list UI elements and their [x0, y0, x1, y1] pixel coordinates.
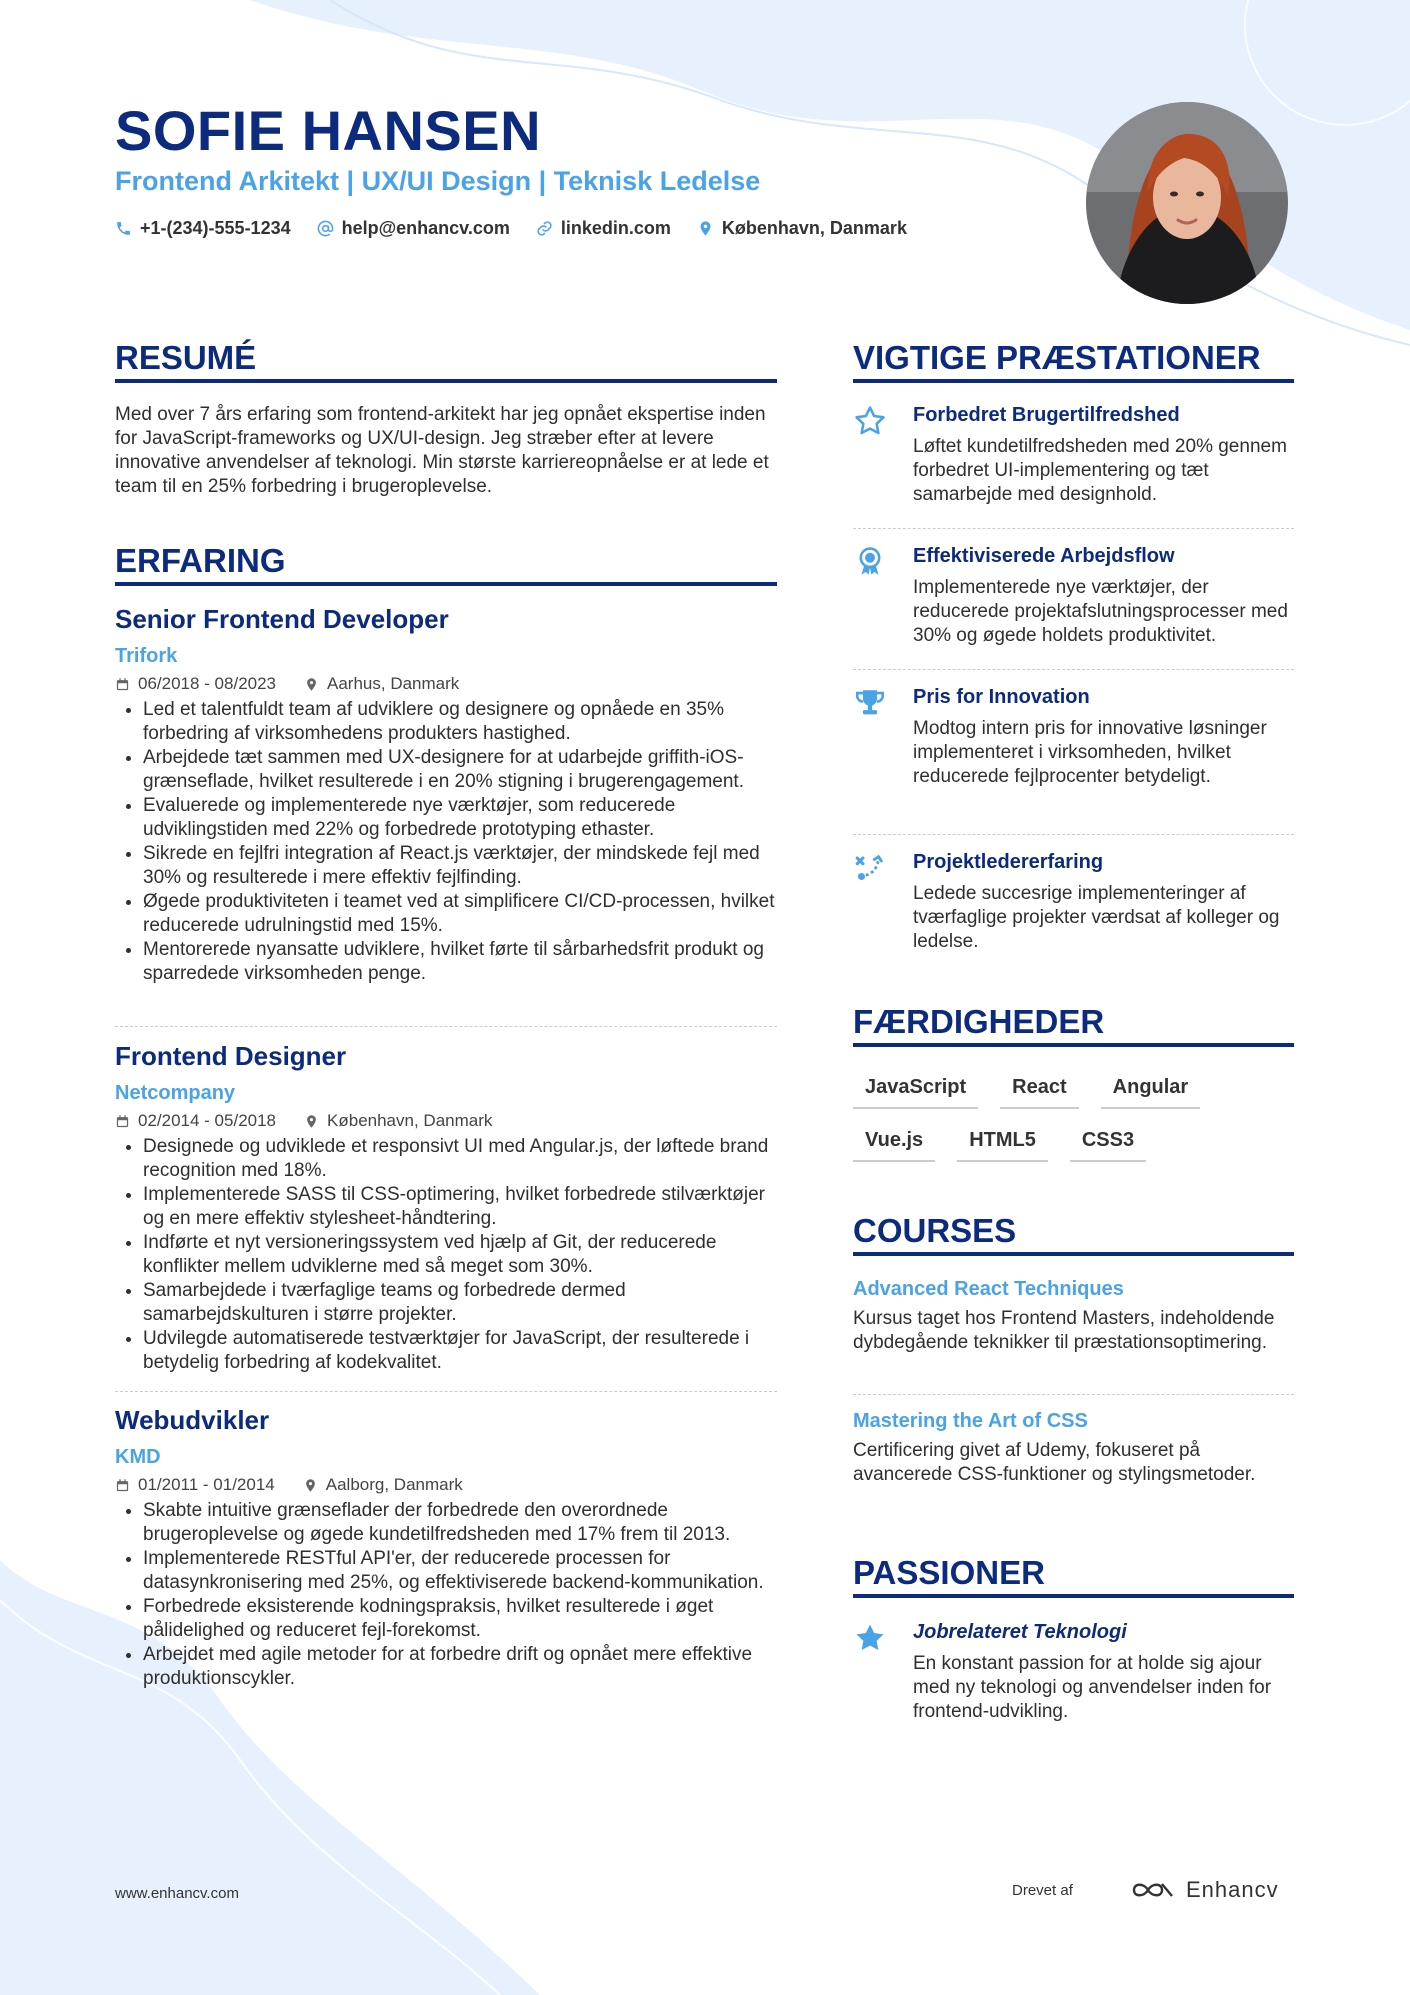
star-outline-icon: [853, 404, 887, 438]
job-bullet: • Samarbejdede i tværfaglige teams og forbedrede dermed samarbejdskulturen i større projekter.: [143, 1279, 777, 1327]
divider: [853, 669, 1294, 670]
job-bullet: • Mentorerede nyansatte udviklere, hvilket førte til sårbarhedsfrit produkt og sparredede virksomheden penge.: [143, 938, 777, 986]
achievement-text: Ledede succesrige implementeringer af tværfaglige projekter værdsat af kolleger og ledelse.: [913, 883, 1280, 952]
course-item: [853, 1278, 1294, 1355]
divider: [853, 1394, 1294, 1395]
skill-tag: JavaScript: [853, 1072, 978, 1109]
phone-text: +1-(234)-555-1234: [140, 218, 291, 238]
contact-location: [697, 218, 907, 239]
phone-icon: [115, 220, 132, 237]
linkedin-text: linkedin.com: [560, 218, 671, 238]
achievement-title: Pris for Innovation: [913, 686, 1090, 708]
footer-website[interactable]: www.enhancv.com: [115, 1885, 239, 1902]
star-filled-icon: [853, 1621, 887, 1655]
achievement-item: [853, 686, 1294, 789]
job-entry: [115, 1405, 777, 1691]
strategy-icon: [853, 851, 887, 885]
link-icon: [536, 220, 553, 237]
job-title: Senior Frontend Developer: [115, 604, 449, 634]
achievement-item: [853, 404, 1294, 507]
achievement-text: Modtog intern pris for innovative løsninger implementeret i virksomheden, hvilket reducerede fejlprocenter betydeligt.: [913, 718, 1267, 787]
enhancv-logo[interactable]: [1130, 1877, 1279, 1903]
skills-list: [853, 1072, 1294, 1162]
achievement-title: Forbedret Brugertilfredshed: [913, 404, 1180, 426]
job-dates: 01/2011 - 01/2014: [138, 1475, 275, 1494]
course-text: Certificering givet af Udemy, fokuseret på avancerede CSS-funktioner og stylingsmetoder.: [853, 1440, 1256, 1485]
job-title: Webudvikler: [115, 1405, 270, 1435]
job-bullets: [115, 1499, 777, 1691]
job-location: Aalborg, Danmark: [325, 1475, 463, 1494]
skill-tag: Angular: [1101, 1072, 1201, 1109]
job-bullet: • Indførte et nyt versioneringssystem ved hjælp af Git, der reducerede konflikter mellem udviklerne med så meget som 30%.: [143, 1231, 777, 1279]
job-bullet: • Skabte intuitive grænseflader der forbedrede den overordnede brugeroplevelse og øgede kundetilfredsheden med 17% frem til 2013.: [143, 1499, 777, 1547]
achievement-item: [853, 851, 1294, 954]
job-bullet: • Arbejdede tæt sammen med UX-designere for at udarbejde griffith-iOS-grænseflade, hvilket resulterede i en 20% stigning i brugerengagement.: [143, 746, 777, 794]
skill-tag: React: [1000, 1072, 1078, 1109]
passion-item: [853, 1621, 1294, 1724]
contact-bar: [115, 218, 907, 239]
job-company: Trifork: [115, 645, 178, 667]
job-meta: [115, 674, 777, 694]
award-badge-icon: [853, 545, 887, 579]
enhancv-logo-text: Enhancv: [1186, 1877, 1279, 1902]
job-bullet: • Implementerede RESTful API'er, der reducerede processen for datasynkronisering med 25%, og effektiviserede backend-kommunikation.: [143, 1547, 777, 1595]
location-text: København, Danmark: [721, 218, 907, 238]
at-icon: [317, 220, 334, 237]
achievement-title: Projektledererfaring: [913, 851, 1104, 873]
skill-tag: HTML5: [957, 1125, 1048, 1162]
job-title: Frontend Designer: [115, 1041, 347, 1071]
section-heading-passions: PASSIONER: [853, 1554, 1294, 1598]
job-company: KMD: [115, 1446, 161, 1468]
course-title: Mastering the Art of CSS: [853, 1410, 1088, 1432]
calendar-icon: [115, 1114, 130, 1129]
job-bullet: • Implementerede SASS til CSS-optimering, hvilket forbedrede stilværktøjer og en mere effektiv stylesheet-håndtering.: [143, 1183, 777, 1231]
trophy-icon: [853, 686, 887, 720]
divider: [115, 1026, 777, 1027]
section-heading-experience: ERFARING: [115, 542, 777, 586]
job-meta: [115, 1475, 777, 1495]
job-bullet: • Designede og udviklede et responsivt UI med Angular.js, der løftede brand recognition med 18%.: [143, 1135, 777, 1183]
job-location: København, Danmark: [327, 1111, 493, 1130]
passion-text: En konstant passion for at holde sig ajour med ny teknologi og anvendelser inden for frontend-udvikling.: [913, 1653, 1272, 1722]
section-heading-skills: FÆRDIGHEDER: [853, 1003, 1294, 1047]
skill-tag: Vue.js: [853, 1125, 935, 1162]
email-text: help@enhancv.com: [341, 218, 510, 238]
location-pin-icon: [304, 677, 319, 692]
skill-tag: CSS3: [1070, 1125, 1146, 1162]
job-bullet: • Forbedrede eksisterende kodningspraksis, hvilket resulterede i øget pålidelighed og reduceret fejl-forekomst.: [143, 1595, 777, 1643]
job-dates: 02/2014 - 05/2018: [138, 1111, 277, 1130]
course-item: [853, 1410, 1294, 1487]
location-pin-icon: [303, 1478, 318, 1493]
achievement-title: Effektiviserede Arbejdsflow: [913, 545, 1175, 567]
job-bullets: [115, 698, 777, 986]
job-entry: [115, 1041, 777, 1375]
divider: [853, 834, 1294, 835]
contact-phone[interactable]: [115, 218, 291, 239]
profile-photo: [1086, 102, 1288, 304]
location-pin-icon: [697, 220, 714, 237]
location-pin-icon: [304, 1114, 319, 1129]
job-bullet: • Led et talentfuldt team af udviklere og designere og opnåede en 35% forbedring af virksomhedens produkters hastighed.: [143, 698, 777, 746]
job-meta: [115, 1111, 777, 1131]
course-title: Advanced React Techniques: [853, 1278, 1124, 1300]
calendar-icon: [115, 1478, 130, 1493]
achievement-text: Løftet kundetilfredsheden med 20% gennem forbedret UI-implementering og tæt samarbejde med designhold.: [913, 436, 1287, 505]
contact-linkedin[interactable]: [536, 218, 671, 239]
job-entry: [115, 604, 777, 986]
achievement-text: Implementerede nye værktøjer, der reducerede projektafslutningsprocesser med 30% og øgede holdets produktivitet.: [913, 577, 1288, 646]
job-dates: 06/2018 - 08/2023: [138, 674, 277, 693]
section-heading-courses: COURSES: [853, 1212, 1294, 1256]
job-location: Aarhus, Danmark: [327, 674, 460, 693]
section-heading-summary: RESUMÉ: [115, 339, 777, 383]
footer-powered-by: Drevet af: [1012, 1882, 1073, 1899]
passion-title: Jobrelateret Teknologi: [913, 1621, 1127, 1643]
achievement-item: [853, 545, 1294, 648]
enhancv-logo-icon: [1130, 1878, 1176, 1902]
job-bullet: • Sikrede en fejlfri integration af React.js værktøjer, der mindskede fejl med 30% og resulterede i mere effektiv fejlfinding.: [143, 842, 777, 890]
course-text: Kursus taget hos Frontend Masters, indeholdende dybdegående teknikker til præstationsoptimering.: [853, 1308, 1275, 1353]
summary-text: Med over 7 års erfaring som frontend-arkitekt har jeg opnået ekspertise inden for JavaScript-frameworks og UX/UI-design. Jeg stræber efter at levere innovative anvendelser af teknologi. Min største karriereopnåelse er at lede et team til en 25% forbedring i brugeroplevelse.: [115, 404, 769, 497]
job-company: Netcompany: [115, 1082, 236, 1104]
job-bullet: • Evaluerede og implementerede nye værktøjer, som reducerede udviklingstiden med 22% og forbedrede prototyping ethaster.: [143, 794, 777, 842]
job-bullet: • Arbejdet med agile metoder for at forbedre drift og opnået mere effektive produktionscykler.: [143, 1643, 777, 1691]
candidate-name: SOFIE HANSEN: [115, 99, 542, 162]
section-heading-achievements: VIGTIGE PRÆSTATIONER: [853, 339, 1294, 383]
candidate-title: Frontend Arkitekt | UX/UI Design | Teknisk Ledelse: [115, 166, 761, 196]
contact-email[interactable]: [317, 218, 510, 239]
job-bullets: [115, 1135, 777, 1375]
job-bullet: • Udvilegde automatiserede testværktøjer for JavaScript, der resulterede i betydelig forbedring af kodekvalitet.: [143, 1327, 777, 1375]
job-bullet: • Øgede produktiviteten i teamet ved at simplificere CI/CD-processen, hvilket reducerede udrulningstid med 15%.: [143, 890, 777, 938]
divider: [115, 1391, 777, 1392]
calendar-icon: [115, 677, 130, 692]
divider: [853, 528, 1294, 529]
